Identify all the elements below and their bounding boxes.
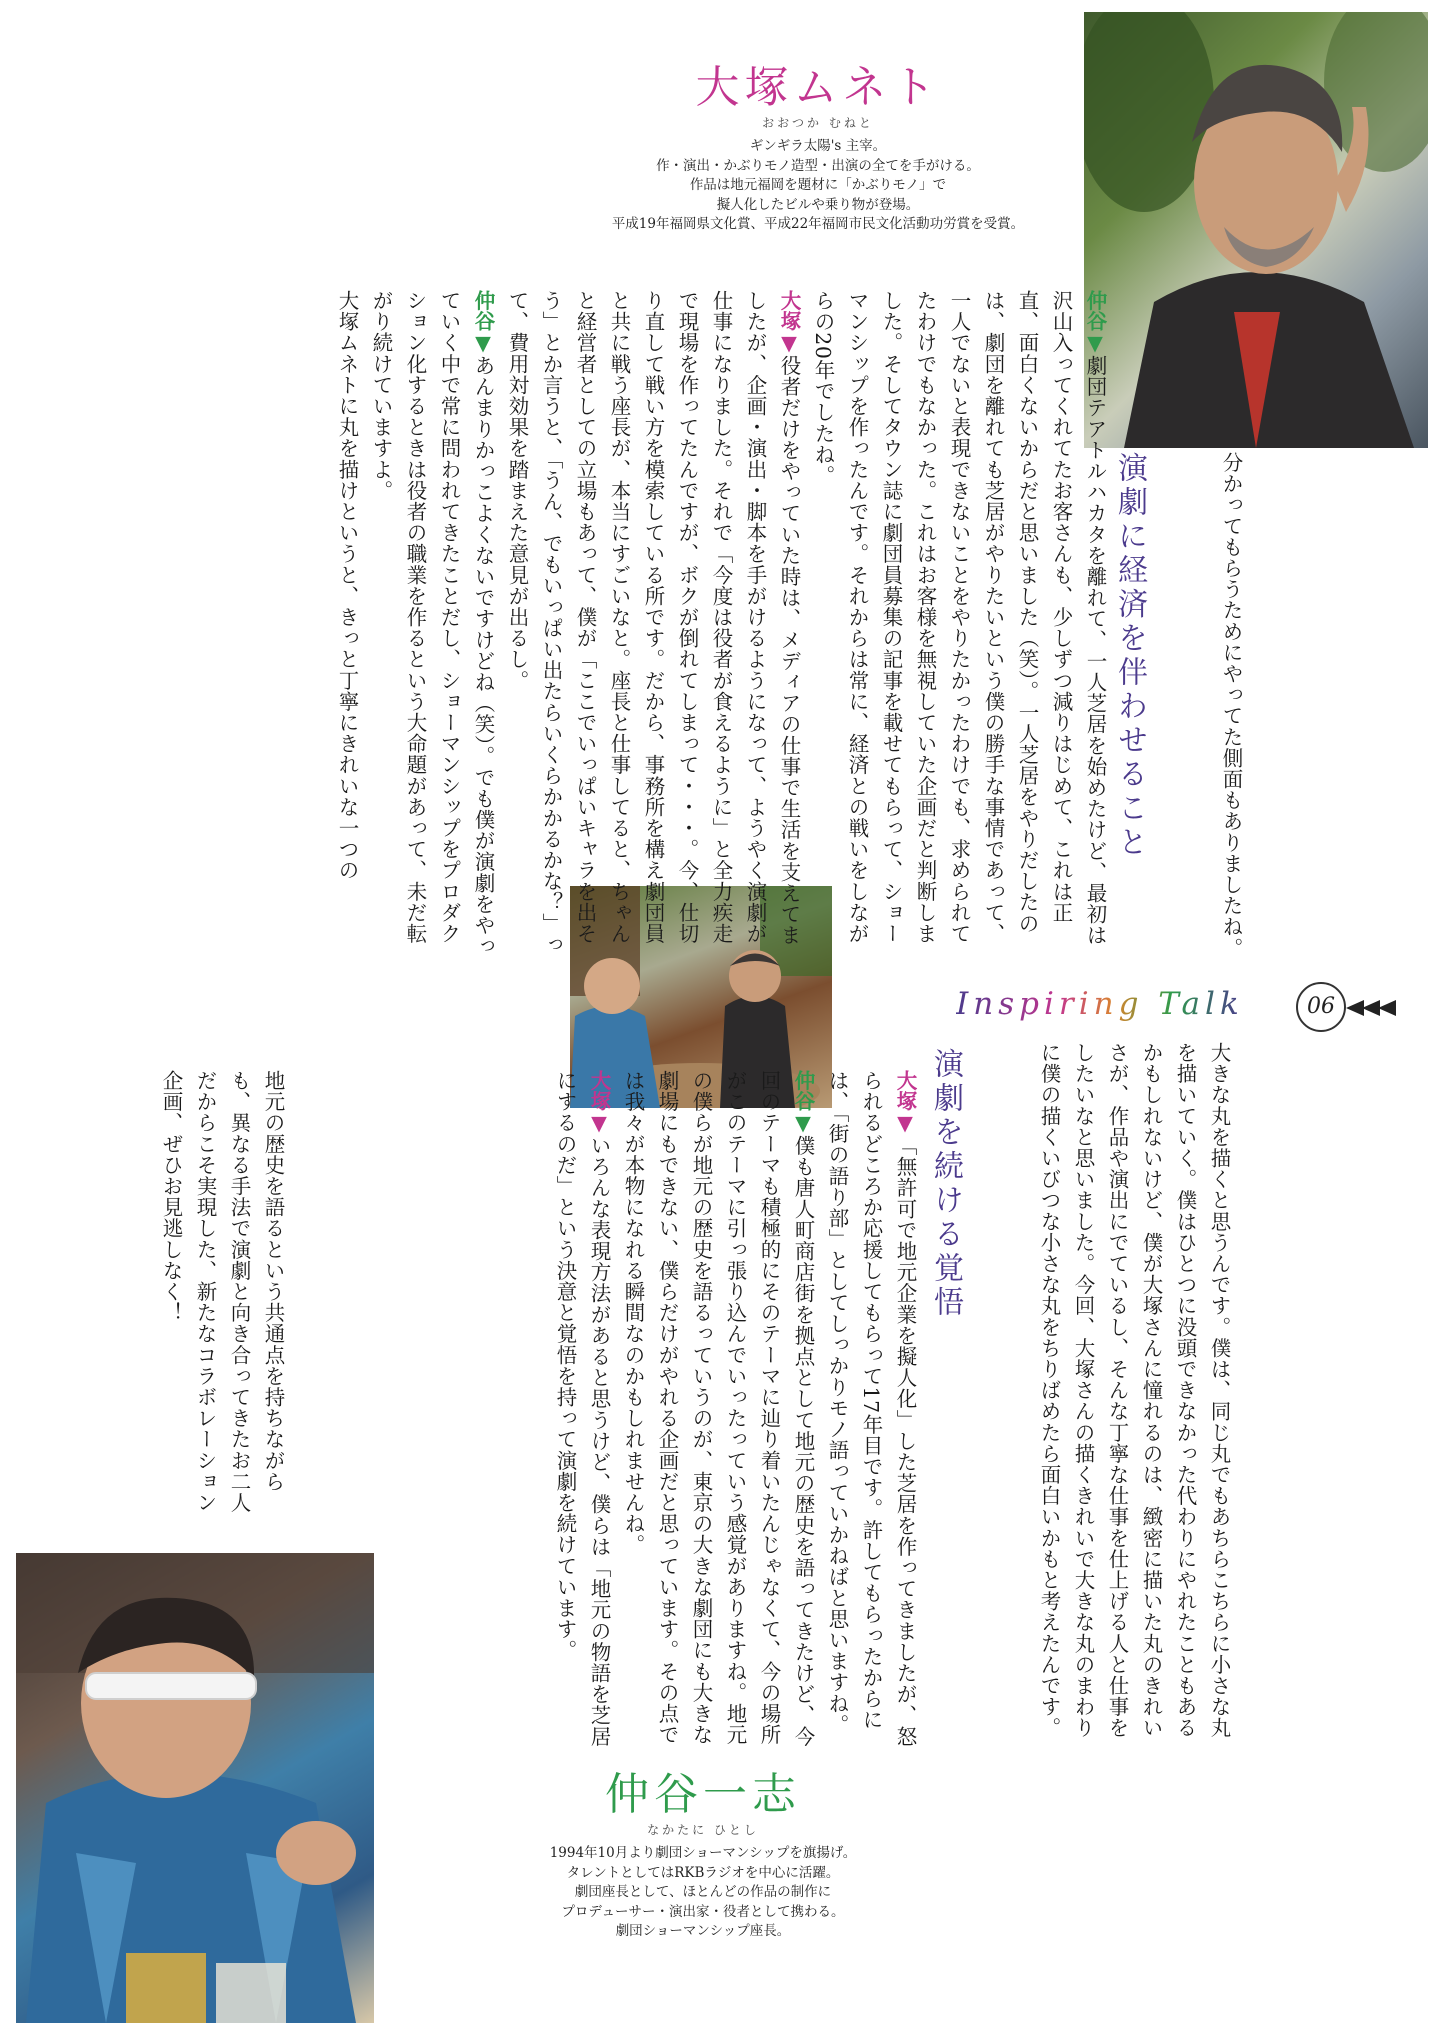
body-text-lower [356,1070,922,1750]
nakatani-name: 仲谷一志 [605,1769,801,1820]
nakatani-profile-line: タレントとしてはRKBラジオを中心に活躍。 [566,1864,840,1881]
speaker-otsuka: 大塚▼ [893,1070,917,1135]
nakatani-profile-line: 劇団座長として、ほとんどの作品の制作に [574,1884,832,1900]
otsuka-profile-line: 作・演出・かぶりモノ造型・出演の全てを手がける。 [656,157,980,174]
otsuka-profile-line: ギンギラ太陽's 主宰。 [749,138,887,154]
paragraph-text: あんまりかっこよくないですけどね（笑）。でも僕が演劇をやっていく中で常に問われてきたことだし、ショーマンシップをプロダクション化するときは役者の職業を作るという大命題があって、未だ転がり続けていますよ。 [369,290,495,957]
paragraph-text: いろんな表現方法があると思うけど、僕らは「地元の物語を芝居にするのだ」という決意と覚悟を持って演劇を続けています。 [553,1070,611,1747]
otsuka-photo [1084,12,1428,448]
inspiring-talk-banner [956,982,1404,1034]
speaker-nakatani: 仲谷▼ [791,1070,815,1135]
body-text-top-continuation [1168,452,1248,962]
paragraph-text: 「無許可で地元企業を擬人化」した芝居を作ってきましたが、怒られるどころか応援してもらって17年目です。許してもらったからには、「街の語り部」としてしっかりモノ語っていかねばと思いますね。 [825,1070,917,1747]
nakatani-profile-line: プロデューサー・演出家・役者として携わる。 [561,1903,845,1920]
otsuka-name: 大塚ムネト [695,62,941,113]
issue-number-badge: 06 [1296,982,1346,1032]
nakatani-profile [476,1769,930,1942]
paragraph [616,1070,820,1750]
otsuka-profile-line: 擬人化したビルや乗り物が登場。 [716,196,920,213]
heading-economy: 演劇に経済を伴わせること [1112,452,1147,860]
speaker-nakatani: 仲谷▼ [1083,290,1107,355]
paragraph [364,290,500,962]
otsuka-profile-line: 作品は地元福岡を題材に「かぶりモノ」で [689,177,947,193]
speaker-otsuka: 大塚▼ [587,1070,611,1135]
nakatani-profile-line: 1994年10月より劇団ショーマンシップを旗揚げ。 [549,1845,857,1861]
speaker-nakatani: 仲谷▼ [471,290,495,355]
banner-title [956,986,1244,1022]
paragraph [330,290,364,962]
paragraph: 地元の歴史を語るという共通点を持ちながらも、異なる手法で演劇と向き合ってきたお二人だからこそ実現した、新たなコラボレーション企画、ぜひお見逃しなく！ [159,1070,285,1514]
paragraph-text: 大塚ムネトに丸を描けというと、きっと丁寧にきれいな一つの [335,290,359,881]
paragraph [806,290,1112,962]
arrow-left-icon [1342,998,1400,1018]
body-text-upper [96,290,1112,962]
nakatani-profile-line: 劇団ショーマンシップ座長。 [615,1923,791,1939]
paragraph-text: 僕も唐人町商店街を拠点として地元の歴史を語ってきたけど、今回のテーマも積極的にそのテーマに辿り着いたんじゃなくて、今の場所がこのテーマに引っ張り込んでいったっていう感覚がありますね。地元の僕らが地元の歴史を語るっていうのが、東京の大きな劇団にも大きな劇場にもできない、僕らだけがやれる企画だと思っています。その点では我々が本物になれる瞬間なのかもしれませんね。 [621,1070,815,1747]
speaker-otsuka: 大塚▼ [777,290,801,355]
nakatani-photo [16,1553,374,2023]
heading-resolve: 演劇を続ける覚悟 [928,1048,963,1320]
body-text-closing [150,1070,290,1530]
paragraph-text: 劇団テアトルハカタを離れて、一人芝居を始めたけど、最初は沢山入ってくれてたお客さんも、少しずつ減りはじめて、これは正直、面白くないからだと思いました（笑）。一人芝居をやりだしたのは、劇団を離れても芝居がやりたいという僕の勝手な事情であって、一人でないと表現できないことをやりたかったわけでも、求められてたわけでもなかった。これはお客様を無視していた企画だと判断しました。そしてタウン誌に劇団員募集の記事を載せてもらって、ショーマンシップを作ったんです。それからは常に、経済との戦いをしながらの20年でしたね。 [811,290,1107,946]
paragraph [500,290,806,962]
nakatani-name-kana: なかたに ひとし [647,1823,759,1837]
paragraph-text: 役者だけをやっていた時は、メディアの仕事で生活を支えてましたが、企画・演出・脚本を手がけるようになって、ようやく演劇が仕事になりました。それで「今度は役者が食えるように」と全力疾走で現場を作ってたんですが、ボクが倒れてしまって・・・。今、仕切り直して戦い方を模索している所です。だから、事務所を構え劇団員と共に戦う座長が、本当にすごいなと。座長と仕事してると、ちゃんと経営者としての立場もあって、僕が「ここでいっぱいキャラを出そう」とか言うと、「うん、でもいっぱい出たらいくらかかるかな？」って、費用対効果を踏まえた意見が出るし。 [505,290,801,955]
otsuka-name-kana: おおつか むねと [762,116,874,130]
paragraph [820,1070,922,1750]
paragraph: 分かってもらうためにやってた側面もありましたね。 [1219,452,1243,959]
paragraph [548,1070,616,1750]
body-text-lower-continuation [988,1042,1236,1742]
banner-title-text: Inspiring Talk [956,986,1244,1022]
otsuka-profile [548,62,1088,235]
paragraph: 大きな丸を描くと思うんです。僕は、同じ丸でもあちらこちらに小さな丸を描いていく。僕はひとつに没頭できなかった代わりにやれたこともあるかもしれないけど、僕が大塚さんに憧れるのは、緻密に描いた丸のきれいさが、作品や演出にでているし、そんな丁寧な仕事を仕上げる人と仕事をしたいなと思いました。今回、大塚さんの描くきれいで大きな丸のまわりに僕の描くいびつな小さな丸をちりばめたら面白いかもと考えたんです。 [1037,1042,1231,1739]
otsuka-profile-line: 平成19年福岡県文化賞、平成22年福岡市民文化活動功労賞を受賞。 [611,216,1025,232]
